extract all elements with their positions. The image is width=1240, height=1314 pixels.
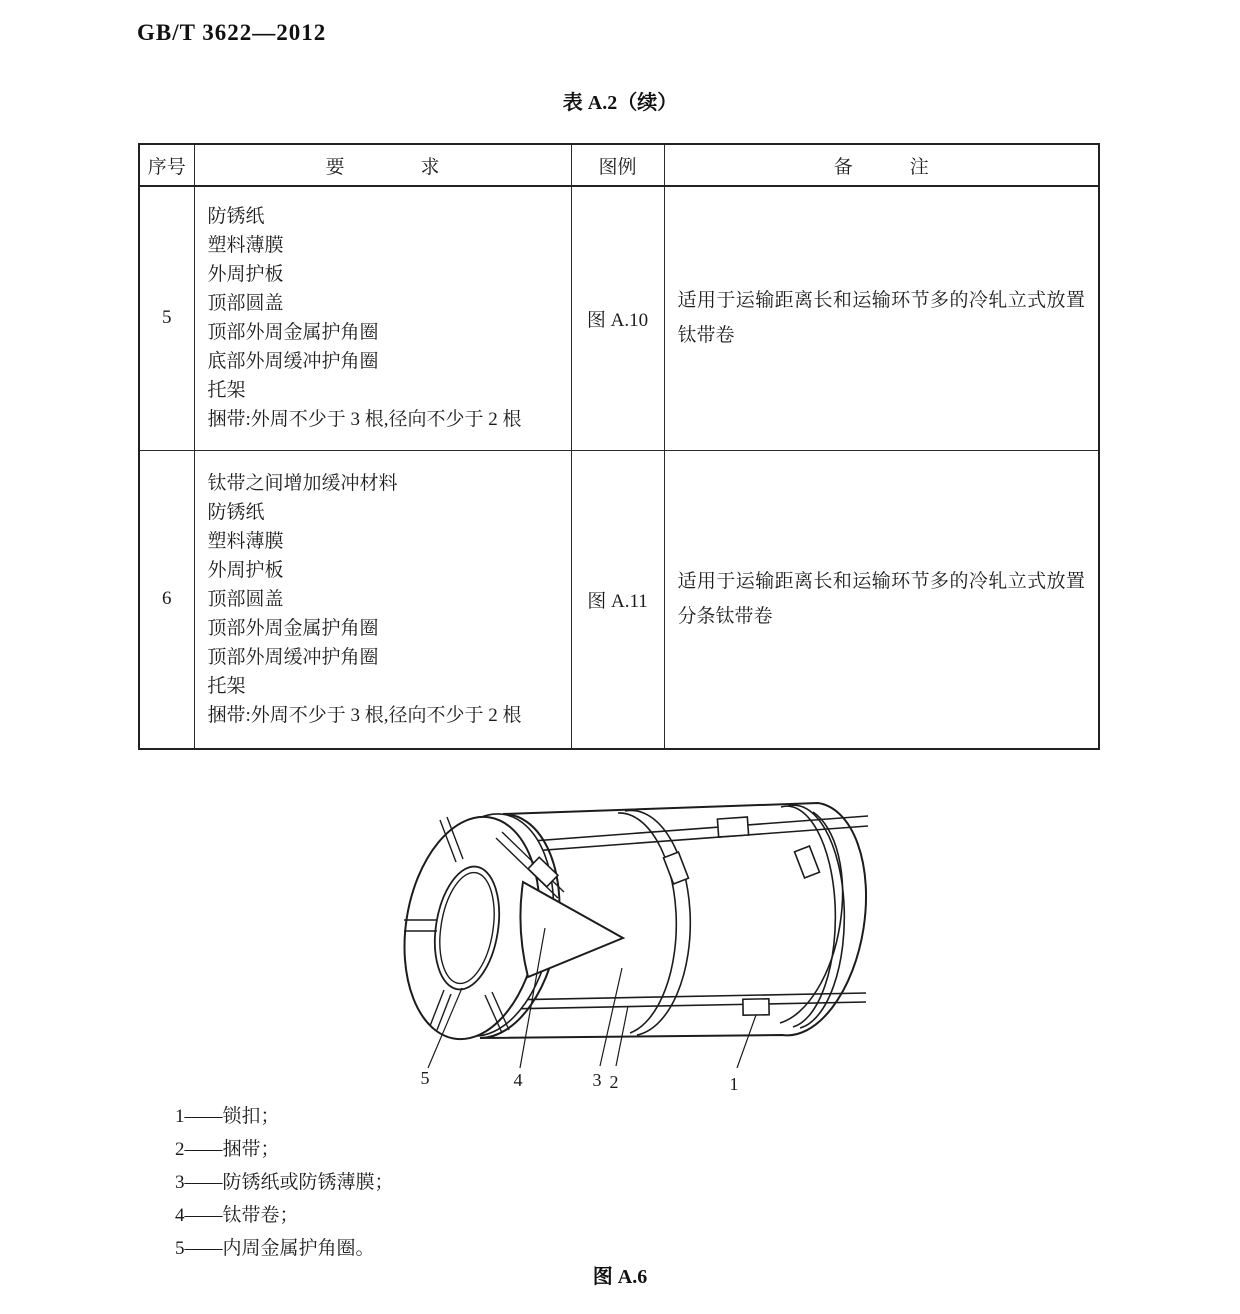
col-header-legend: 图例 [571,144,664,186]
figure-key-item: 4——钛带卷； [175,1205,299,1226]
col-header-requirement: 要 求 [194,144,571,186]
coil-line-art [380,780,880,1100]
requirement-line: 塑料薄膜 [207,235,284,257]
requirement-line: 捆带:外周不少于 3 根,径向不少于 2 根 [207,409,522,431]
requirement-line: 底部外周缓冲护角圈 [207,351,379,373]
requirement-line: 顶部外周缓冲护角圈 [207,646,379,668]
requirement-line: 托架 [207,380,246,402]
figure-key-item: 2——捆带； [175,1139,280,1160]
row-figure-ref: 图 A.10 [571,186,664,450]
figure-point-label: 5 [420,1068,430,1088]
figure-key-item: 1——锁扣； [175,1106,280,1127]
row-figure-ref: 图 A.11 [571,450,664,749]
coil-diagram [380,780,880,1100]
requirement-line: 外周护板 [207,559,284,581]
requirement-line: 防锈纸 [207,501,265,523]
figure-point-label: 4 [513,1070,523,1090]
figure-key [175,1100,394,1265]
requirement-line: 顶部外周金属护角圈 [207,617,379,639]
col-header-no: 序号 [139,144,194,186]
standard-number: GB/T 3622—2012 [137,20,327,45]
table-title: 表 A.2（续） [562,92,678,114]
requirement-line: 塑料薄膜 [207,530,284,552]
table-row [139,450,1099,749]
figure-point-label: 2 [609,1072,619,1092]
requirement-line: 顶部外周金属护角圈 [207,322,379,344]
figure-key-item: 5——内周金属护角圈。 [175,1238,375,1259]
row-remark: 适用于运输距离长和运输环节多的冷轧立式放置钛带卷 [664,186,1099,450]
figure-point-label: 3 [592,1070,602,1090]
requirement-line: 钛带之间增加缓冲材料 [207,472,398,494]
requirement-line: 顶部圆盖 [207,588,284,610]
row-requirements [194,186,571,450]
requirement-line: 托架 [207,675,246,697]
requirement-line: 外周护板 [207,264,284,286]
spec-table [138,143,1100,750]
requirement-line: 捆带:外周不少于 3 根,径向不少于 2 根 [207,704,522,726]
table-row [139,186,1099,450]
figure-key-item: 3——防锈纸或防锈薄膜； [175,1172,394,1193]
requirement-line: 防锈纸 [207,206,265,228]
row-remark: 适用于运输距离长和运输环节多的冷轧立式放置分条钛带卷 [664,450,1099,749]
row-no: 6 [139,450,194,749]
requirement-line: 顶部圆盖 [207,293,284,315]
figure-caption: 图 A.6 [592,1266,648,1288]
figure-point-label: 1 [729,1074,739,1094]
table-header-row [139,144,1099,186]
row-no: 5 [139,186,194,450]
row-requirements [194,450,571,749]
col-header-remark: 备 注 [664,144,1099,186]
